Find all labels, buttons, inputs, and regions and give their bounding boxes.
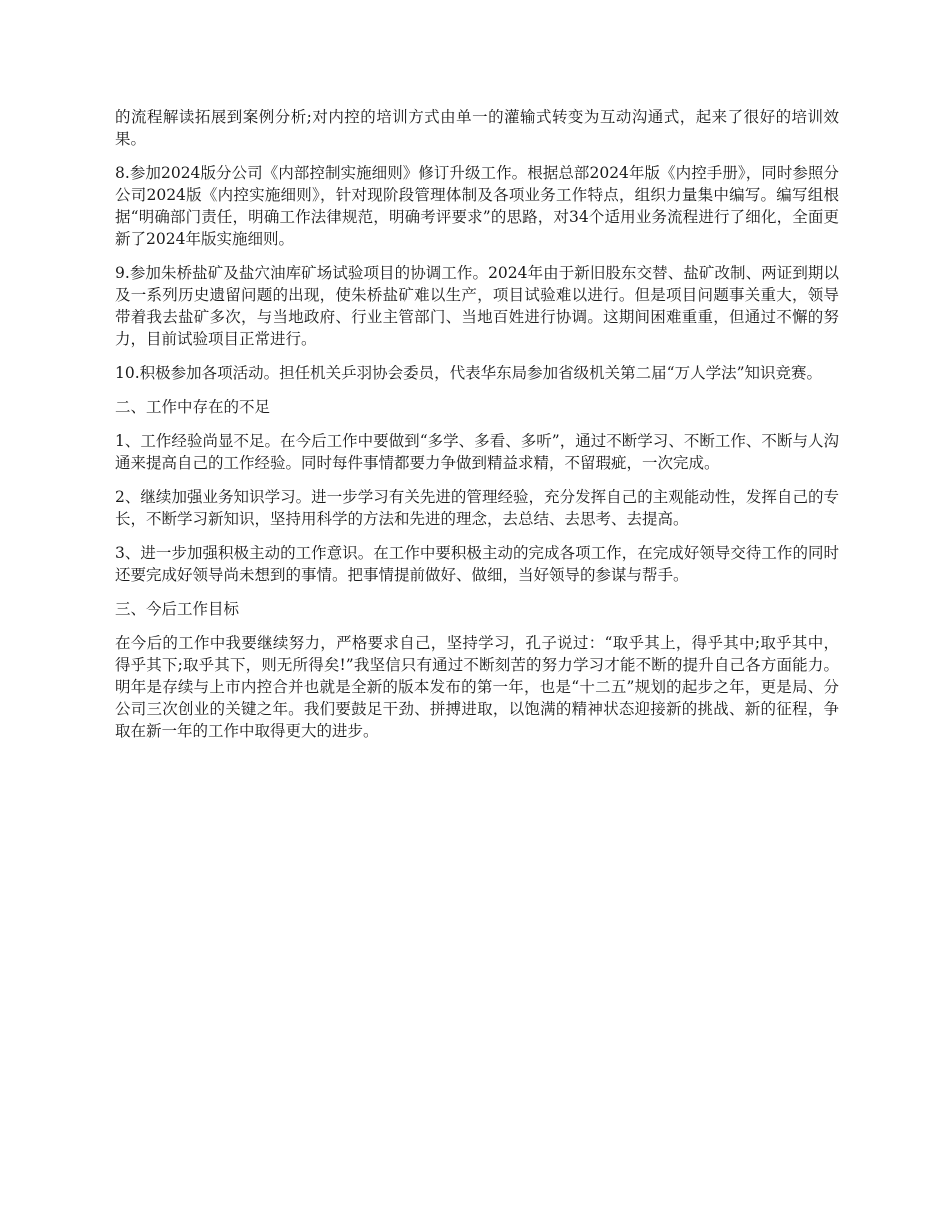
paragraph-shortcoming-1: 1、工作经验尚显不足。在今后工作中要做到“多学、多看、多听”，通过不断学习、不断工作、不断与人沟通来提高自己的工作经验。同时每件事情都要力争做到精益求精，不留瑕疵，一次完成。 — [115, 432, 839, 472]
paragraph-shortcoming-3: 3、进一步加强积极主动的工作意识。在工作中要积极主动的完成各项工作，在完成好领导交待工作的同时还要完成好领导尚未想到的事情。把事情提前做好、做细，当好领导的参谋与帮手。 — [115, 544, 839, 584]
paragraph-item-10: 10.积极参加各项活动。担任机关乒羽协会委员，代表华东局参加省级机关第二届“万人学法”知识竞赛。 — [115, 364, 823, 382]
section-heading-future-goals: 三、今后工作目标 — [115, 600, 240, 618]
document-page — [115, 106, 839, 754]
paragraph-item-9: 9.参加朱桥盐矿及盐穴油库矿场试验项目的协调工作。2024年由于新旧股东交替、盐矿改制、两证到期以及一系列历史遗留问题的出现，使朱桥盐矿难以生产，项目试验难以进行。但是项目问题事关重大，领导带着我去盐矿多次，与当地政府、行业主管部门、当地百姓进行协调。这期间困难重重，但通过不懈的努力，目前试验项目正常进行。 — [115, 264, 839, 348]
paragraph-future-goals: 在今后的工作中我要继续努力，严格要求自己，坚持学习，孔子说过：“取乎其上，得乎其中;取乎其中，得乎其下;取乎其下，则无所得矣!”我坚信只有通过不断刻苦的努力学习才能不断的提升自己各方面能力。明年是存续与上市内控合并也就是全新的版本发布的第一年，也是“十二五”规划的起步之年，更是局、分公司三次创业的关键之年。我们要鼓足干劲、拼搏进取，以饱满的精神状态迎接新的挑战、新的征程，争取在新一年的工作中取得更大的进步。 — [115, 634, 839, 740]
section-heading-shortcomings: 二、工作中存在的不足 — [115, 398, 271, 416]
paragraph-training-results: 的流程解读拓展到案例分析;对内控的培训方式由单一的灌输式转变为互动沟通式，起来了很好的培训效果。 — [115, 108, 839, 148]
paragraph-item-8: 8.参加2024版分公司《内部控制实施细则》修订升级工作。根据总部2024年版《内控手册》，同时参照分公司2024版《内控实施细则》，针对现阶段管理体制及各项业务工作特点，组织力量集中编写。编写组根据“明确部门责任，明确工作法律规范，明确考评要求”的思路，对34个适用业务流程进行了细化，全面更新了2024年版实施细则。 — [115, 164, 839, 248]
paragraph-shortcoming-2: 2、继续加强业务知识学习。进一步学习有关先进的管理经验，充分发挥自己的主观能动性，发挥自己的专长，不断学习新知识，坚持用科学的方法和先进的理念，去总结、去思考、去提高。 — [115, 488, 839, 528]
